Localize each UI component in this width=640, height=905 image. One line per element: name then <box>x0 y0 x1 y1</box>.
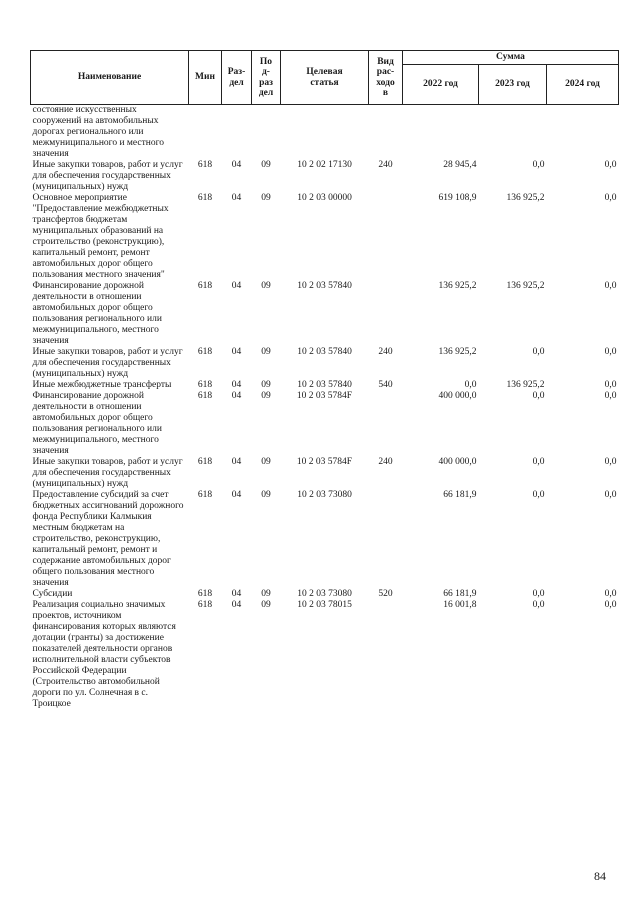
row-name: Предоставление субсидий за счет бюджетных ассигнований дорожного фонда Республики Калмыкия местным бюджетам на строительство, реконструкцию, капитальный ремонт, ремонт и содержание автомобильных дорог общего пользования местного значения <box>32 490 184 588</box>
row-podrazdel: 09 <box>261 457 271 467</box>
row-amount-2024 <box>547 105 619 161</box>
row-vid: 240 <box>378 347 393 357</box>
row-amount-2024: 0,0 <box>604 160 617 170</box>
table-row <box>31 347 619 380</box>
row-razdel: 04 <box>231 347 242 357</box>
table-row <box>31 380 619 391</box>
row-amount-2023: 0,0 <box>532 589 545 599</box>
row-vid: 240 <box>378 160 393 170</box>
table-row <box>31 600 619 710</box>
row-name: Финансирование дорожной деятельности в отношении автомобильных дорог общего пользования регионального или межмуниципального, местного значения <box>32 391 162 456</box>
row-name: состояние искусственных сооружений на автомобильных дорогах регионального или межмуниципального и местного значения <box>32 105 165 159</box>
row-podrazdel: 09 <box>261 490 271 500</box>
row-amount-2023: 0,0 <box>532 347 545 357</box>
row-min: 618 <box>197 589 213 599</box>
header-razdel-text: Раз- дел <box>227 67 246 88</box>
header-celevaya-text: Целевая статья <box>306 67 343 88</box>
header-2023: 2023 год <box>479 65 547 105</box>
row-vid: 520 <box>378 589 393 599</box>
row-amount-2023: 136 925,2 <box>506 281 545 291</box>
row-amount-2023: 136 925,2 <box>506 380 545 390</box>
table-row <box>31 457 619 490</box>
table-body <box>31 105 619 711</box>
row-name: Финансирование дорожной деятельности в отношении автомобильных дорог общего пользования регионального или межмуниципального, местного значения <box>32 281 162 346</box>
row-amount-2023: 0,0 <box>532 391 545 401</box>
row-celevaya <box>281 105 369 161</box>
row-amount-2024: 0,0 <box>604 347 617 357</box>
row-amount-2024: 0,0 <box>604 457 617 467</box>
table-row <box>31 589 619 600</box>
header-name: Наименование <box>31 51 189 105</box>
row-celevaya: 10 2 03 5784F <box>296 457 353 467</box>
row-min: 618 <box>197 160 213 170</box>
row-amount-2022: 136 925,2 <box>438 347 477 357</box>
row-razdel: 04 <box>231 457 242 467</box>
table-row <box>31 391 619 457</box>
row-min: 618 <box>197 193 213 203</box>
row-celevaya: 10 2 03 57840 <box>297 380 352 390</box>
budget-table <box>30 50 619 710</box>
row-amount-2024: 0,0 <box>604 490 617 500</box>
row-razdel: 04 <box>231 281 242 291</box>
header-podrazdel <box>252 51 281 105</box>
row-podrazdel: 09 <box>261 281 271 291</box>
row-celevaya: 10 2 03 00000 <box>297 193 352 203</box>
header-2022: 2022 год <box>403 65 479 105</box>
row-celevaya: 10 2 03 73080 <box>297 490 352 500</box>
row-razdel: 04 <box>231 391 242 401</box>
row-vid <box>369 490 403 589</box>
table-row <box>31 105 619 161</box>
header-min: Мин <box>189 51 222 105</box>
row-name: Основное мероприятие "Предоставление межбюджетных трансфертов бюджетам муниципальных образований на строительство (реконструкцию), капитальный ремонт, ремонт автомобильных дорог общего пользования местного значения" <box>32 193 169 280</box>
row-min <box>189 105 222 161</box>
row-amount-2022 <box>403 105 479 161</box>
row-amount-2022: 400 000,0 <box>438 457 477 467</box>
row-amount-2022: 66 181,9 <box>443 589 477 599</box>
header-celevaya <box>281 51 369 105</box>
row-celevaya: 10 2 03 57840 <box>297 347 352 357</box>
row-vid <box>369 391 403 457</box>
row-podrazdel: 09 <box>261 600 271 610</box>
row-amount-2023: 0,0 <box>532 490 545 500</box>
row-razdel: 04 <box>231 589 242 599</box>
table-row <box>31 160 619 193</box>
row-amount-2024: 0,0 <box>604 380 617 390</box>
row-amount-2022: 0,0 <box>464 380 477 390</box>
row-amount-2024: 0,0 <box>604 600 617 610</box>
header-razdel <box>222 51 252 105</box>
row-amount-2024: 0,0 <box>604 391 617 401</box>
row-celevaya: 10 2 02 17130 <box>297 160 352 170</box>
table-row <box>31 490 619 589</box>
row-min: 618 <box>197 347 213 357</box>
row-amount-2023 <box>479 105 547 161</box>
row-name: Иные межбюджетные трансферты <box>32 380 172 390</box>
row-vid <box>369 105 403 161</box>
row-razdel <box>222 105 252 161</box>
row-amount-2024: 0,0 <box>604 281 617 291</box>
row-podrazdel: 09 <box>261 193 271 203</box>
row-min: 618 <box>197 391 213 401</box>
table-row <box>31 281 619 347</box>
header-podrazdel-text: По д- раз дел <box>258 56 274 98</box>
row-vid: 240 <box>378 457 393 467</box>
row-min: 618 <box>197 281 213 291</box>
row-name: Субсидии <box>32 589 73 599</box>
header-summa: Сумма <box>403 51 619 65</box>
row-min: 618 <box>197 457 213 467</box>
row-name: Реализация социально значимых проектов, источником финансирования которых являются дотации (гранты) за достижение показателей деятельности органов исполнительной власти субъектов Российской Федерации (Строительство автомобильной дороги по ул. Солнечная в с. Троицкое <box>32 600 176 709</box>
row-razdel: 04 <box>231 160 242 170</box>
page-number: 84 <box>594 869 606 883</box>
row-amount-2022: 16 001,8 <box>443 600 477 610</box>
table-header <box>31 51 619 105</box>
row-vid <box>369 281 403 347</box>
row-min: 618 <box>197 380 213 390</box>
row-amount-2022: 400 000,0 <box>438 391 477 401</box>
table-row <box>31 193 619 281</box>
header-vid <box>369 51 403 105</box>
row-vid: 540 <box>378 380 393 390</box>
row-razdel: 04 <box>231 193 242 203</box>
row-podrazdel: 09 <box>261 589 271 599</box>
row-podrazdel: 09 <box>261 380 271 390</box>
row-amount-2024: 0,0 <box>604 193 617 203</box>
row-amount-2022: 136 925,2 <box>438 281 477 291</box>
row-razdel: 04 <box>231 600 242 610</box>
row-vid <box>369 193 403 281</box>
row-razdel: 04 <box>231 380 242 390</box>
row-podrazdel: 09 <box>261 347 271 357</box>
row-podrazdel: 09 <box>261 391 271 401</box>
row-amount-2022: 66 181,9 <box>443 490 477 500</box>
row-name: Иные закупки товаров, работ и услуг для обеспечения государственных (муниципальных) нужд <box>32 347 183 379</box>
row-name: Иные закупки товаров, работ и услуг для обеспечения государственных (муниципальных) нужд <box>32 160 183 192</box>
row-celevaya: 10 2 03 57840 <box>297 281 352 291</box>
row-celevaya: 10 2 03 78015 <box>297 600 352 610</box>
row-name: Иные закупки товаров, работ и услуг для обеспечения государственных (муниципальных) нужд <box>32 457 183 489</box>
header-2024: 2024 год <box>547 65 619 105</box>
row-podrazdel: 09 <box>261 160 271 170</box>
row-amount-2023: 136 925,2 <box>506 193 545 203</box>
row-amount-2022: 28 945,4 <box>443 160 477 170</box>
row-razdel: 04 <box>231 490 242 500</box>
row-amount-2023: 0,0 <box>532 457 545 467</box>
header-vid-text: Вид рас- ходо в <box>376 56 395 98</box>
row-amount-2023: 0,0 <box>532 160 545 170</box>
row-podrazdel <box>252 105 281 161</box>
row-amount-2022: 619 108,9 <box>438 193 477 203</box>
row-vid <box>369 600 403 710</box>
row-celevaya: 10 2 03 73080 <box>297 589 352 599</box>
row-min: 618 <box>197 600 213 610</box>
row-amount-2023: 0,0 <box>532 600 545 610</box>
row-min: 618 <box>197 490 213 500</box>
row-amount-2024: 0,0 <box>604 589 617 599</box>
row-celevaya: 10 2 03 5784F <box>296 391 353 401</box>
